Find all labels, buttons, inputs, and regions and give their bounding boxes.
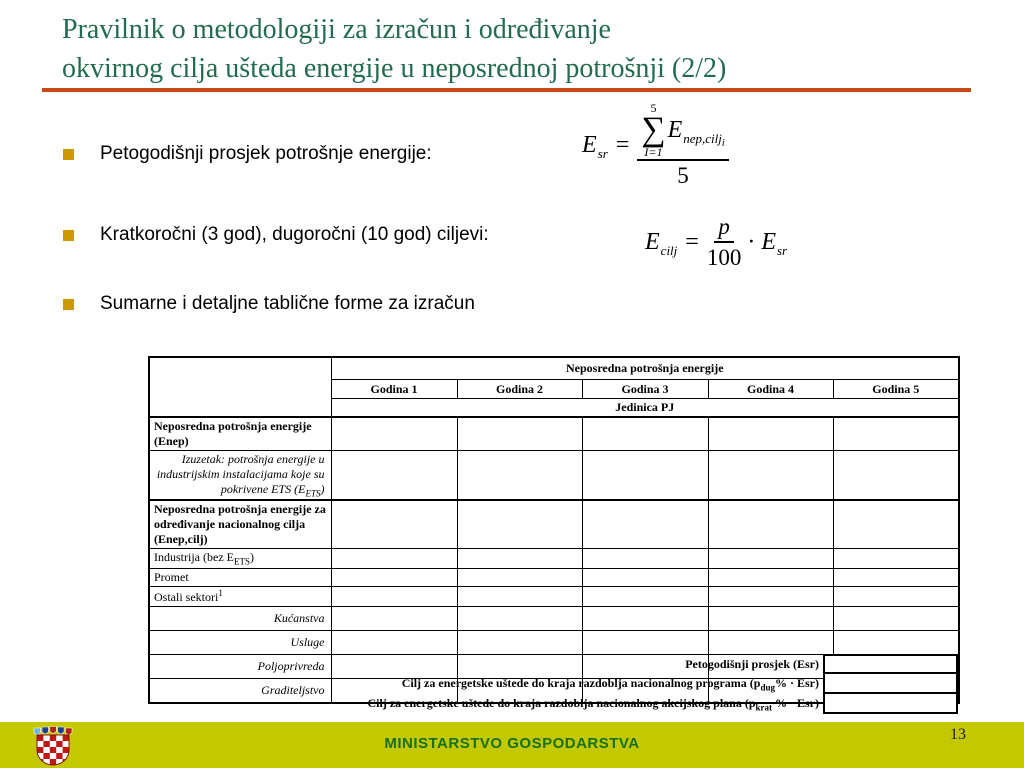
summary-value-box xyxy=(823,654,958,674)
summary-section xyxy=(148,654,958,714)
table-cell xyxy=(582,630,708,654)
ministry-name: MINISTARSTVO GOSPODARSTVA xyxy=(384,735,640,752)
summary-label: Cilj za energetske uštede do kraja razdoblja nacionalnog programa $(p_{dug}\% \cdot Esr)$ xyxy=(401,675,819,693)
table-cell xyxy=(708,417,833,451)
table-cell xyxy=(457,586,582,606)
table-row-usluge xyxy=(149,630,959,654)
footer-band xyxy=(0,722,1024,768)
slide-title-line2: okvirnog cilja ušteda energije u neposrednoj potrošnji (2/2) xyxy=(62,53,727,84)
table-cell xyxy=(457,451,582,501)
table-cell xyxy=(708,451,833,501)
table-row-ets-exception xyxy=(149,451,959,501)
header-group-cell: Neposredna potrošnja energije xyxy=(331,357,959,380)
table-cell xyxy=(457,606,582,630)
table-cell xyxy=(582,451,708,501)
table-cell xyxy=(582,606,708,630)
table-row-enep xyxy=(149,417,959,451)
formula-five-year-average xyxy=(582,102,729,189)
table-cell xyxy=(708,630,833,654)
year-header-cell: Godina 1 xyxy=(331,380,457,399)
multiplication-dot: · xyxy=(747,229,756,255)
fraction xyxy=(637,102,728,189)
page-number: 13 xyxy=(950,726,966,743)
summary-row-action-plan-target xyxy=(148,694,958,714)
row-label: Usluge xyxy=(149,630,331,654)
table-row-ostali-sektori xyxy=(149,586,959,606)
table-row-industrija xyxy=(149,549,959,568)
table-cell xyxy=(708,568,833,586)
table-cell xyxy=(331,586,457,606)
table-cell xyxy=(331,606,457,630)
table-cell xyxy=(457,568,582,586)
row-label: Ostali sektori$^1$ xyxy=(149,586,331,606)
bullet-item-targets xyxy=(63,224,489,246)
table-cell xyxy=(833,586,959,606)
row-label: Kućanstva xyxy=(149,606,331,630)
bullet-item-tables xyxy=(63,293,475,315)
table-cell xyxy=(582,417,708,451)
table-cell xyxy=(457,500,582,549)
slide-title-line1: Pravilnik o metodologiji za izračun i određivanje xyxy=(62,14,611,45)
year-header-cell: Godina 4 xyxy=(708,380,833,399)
table-cell xyxy=(331,549,457,568)
row-label: Industrija (bez $E_{ETS}$) xyxy=(149,549,331,568)
row-label: Neposredna potrošnja energije za određivanje nacionalnog cilja (Enep,cilj) xyxy=(149,500,331,549)
formula-lhs: E cilj xyxy=(645,229,678,258)
summand-term: E nep,cilj$_i$ xyxy=(667,116,725,149)
table-cell xyxy=(833,417,959,451)
table-cell xyxy=(833,451,959,501)
summary-label: Petogodišnji prosjek (Esr) xyxy=(685,656,819,671)
bullet-square-icon xyxy=(63,299,74,310)
bullet-label: Kratkoročni (3 god), dugoročni (10 god) ciljevi: xyxy=(100,224,489,245)
consumption-table xyxy=(148,356,960,704)
formula-target xyxy=(645,214,787,271)
unit-header-cell: Jedinica PJ xyxy=(331,399,959,418)
table-cell xyxy=(708,606,833,630)
row-label: Graditeljstvo xyxy=(149,678,331,703)
table-cell xyxy=(457,549,582,568)
table-cell xyxy=(457,630,582,654)
row-label: Izuzetak: potrošnja energije u industrijskim instalacijama koje su pokrivene ETS $(E_{ETS})$ xyxy=(149,451,331,501)
table-cell xyxy=(582,500,708,549)
table-cell xyxy=(708,586,833,606)
bullet-label: Sumarne i detaljne tablične forme za izračun xyxy=(100,293,475,314)
table-cell xyxy=(457,417,582,451)
summary-row-program-target xyxy=(148,674,958,694)
bullet-item-average xyxy=(63,143,432,165)
summary-label: Cilj za energetske uštede do kraja razdoblja nacionalnog akcijskog plana ($p_{krat}$ % · Esr) xyxy=(367,695,819,713)
formula-lhs: E sr xyxy=(582,132,608,161)
bullet-square-icon xyxy=(63,149,74,160)
year-header-cell: Godina 5 xyxy=(833,380,959,399)
table-cell xyxy=(582,586,708,606)
table-cell xyxy=(331,568,457,586)
table-cell xyxy=(582,549,708,568)
table-cell xyxy=(833,606,959,630)
table-cell xyxy=(331,500,457,549)
year-header-cell: Godina 3 xyxy=(582,380,708,399)
year-header-cell: Godina 2 xyxy=(457,380,582,399)
summary-row-esr xyxy=(148,654,958,674)
row-label: Neposredna potrošnja energije (Enep) xyxy=(149,417,331,451)
summary-value-box xyxy=(823,672,958,694)
denominator: 5 xyxy=(677,163,689,188)
table-cell xyxy=(331,451,457,501)
table-cell xyxy=(582,568,708,586)
slide-title xyxy=(62,10,982,88)
table-cell xyxy=(331,417,457,451)
row-label: Poljoprivreda xyxy=(149,654,331,678)
title-underline-rule xyxy=(42,88,971,92)
header-empty-cell xyxy=(149,357,331,417)
table-cell xyxy=(833,549,959,568)
fraction: $\frac{p}{100}$ xyxy=(706,214,742,270)
bullet-square-icon xyxy=(63,230,74,241)
sigma-sum-icon: 5 ∑ I=1 xyxy=(641,101,666,159)
formula-rhs: E sr xyxy=(761,229,788,258)
bullet-label: Petogodišnji prosjek potrošnje energije: xyxy=(100,143,432,164)
row-label: Promet xyxy=(149,568,331,586)
table-cell xyxy=(708,549,833,568)
summary-value-box xyxy=(823,692,958,714)
table-row-promet xyxy=(149,568,959,586)
equals-sign: = xyxy=(685,229,699,255)
table-cell xyxy=(833,568,959,586)
table-cell xyxy=(833,630,959,654)
table-cell xyxy=(331,630,457,654)
header-group-row xyxy=(149,357,959,380)
table-cell xyxy=(708,500,833,549)
table-row-enep-cilj xyxy=(149,500,959,549)
consumption-table-wrapper xyxy=(148,356,958,704)
table-cell xyxy=(833,500,959,549)
equals-sign: = xyxy=(615,132,630,158)
table-row-kucanstva xyxy=(149,606,959,630)
